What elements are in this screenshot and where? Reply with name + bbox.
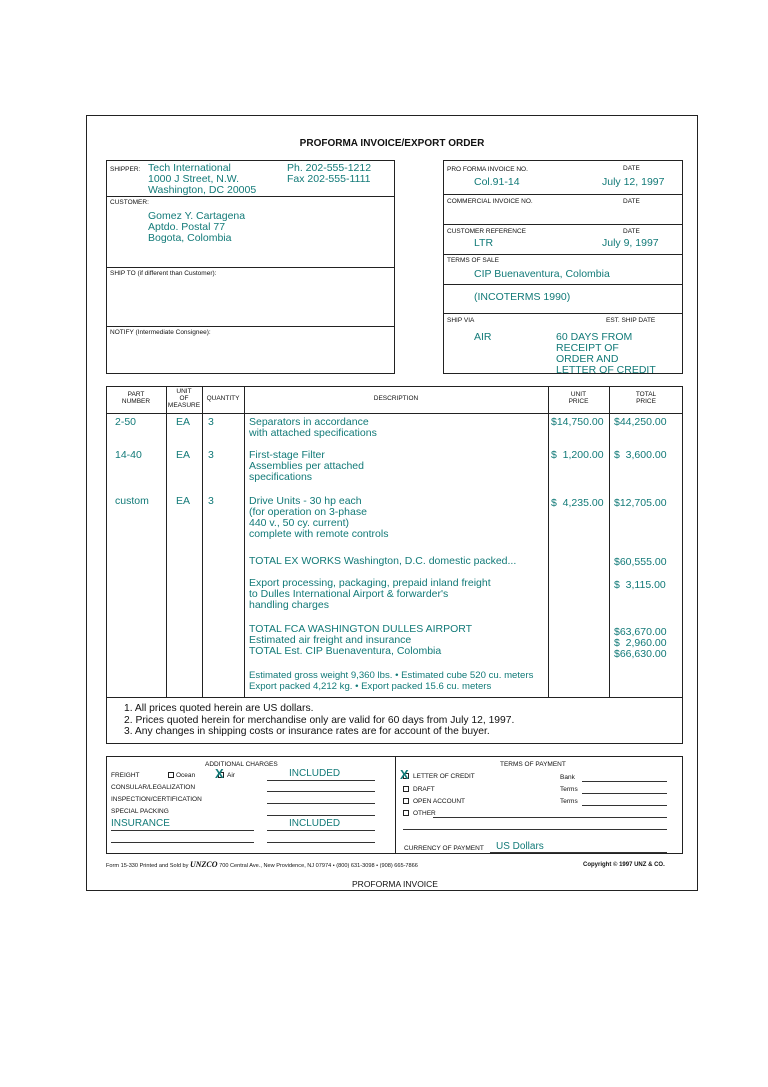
- export-charges: Export processing, packaging, prepaid inland freight to Dulles International Airport & forwarder's handling charges: [249, 577, 491, 611]
- ex-works-total: $60,555.00: [614, 556, 667, 568]
- est-ship-line: LETTER OF CREDIT: [556, 364, 656, 376]
- commercial-date-label: DATE: [623, 198, 640, 205]
- fca-lines: TOTAL FCA WASHINGTON DULLES AIRPORT Estimated air freight and insurance TOTAL Est. CIP Buenaventura, Colombia: [249, 623, 473, 657]
- est-ship-line: RECEIPT OF: [556, 342, 619, 354]
- customer-name: Gomez Y. Cartagena: [148, 210, 246, 222]
- insurance-label: INSURANCE: [111, 818, 170, 829]
- form-publisher: Form 15-330 Printed and Sold by UNZCO 700 Central Ave., New Providence, NJ 07974 • (800) 631-3098 • (908) 665-7866: [106, 860, 418, 869]
- special-packing-label: SPECIAL PACKING: [111, 808, 169, 815]
- letter-of-credit-label: LETTER OF CREDIT: [413, 773, 475, 780]
- bottom-title: PROFORMA INVOICE: [352, 879, 438, 889]
- terms-of-sale: CIP Buenaventura, Colombia: [474, 268, 610, 280]
- item-total: $ 3,600.00: [614, 449, 667, 461]
- currency-label: CURRENCY OF PAYMENT: [404, 845, 484, 852]
- item-description: Drive Units - 30 hp each (for operation on 3-phase 440 v., 50 cy. current) complete with remote controls: [249, 495, 389, 540]
- item-quantity: 3: [208, 495, 214, 507]
- proforma-date-label: DATE: [623, 165, 640, 172]
- copyright: Copyright © 1997 UNZ & CO.: [583, 862, 665, 868]
- item-description: Separators in accordance with attached specifications: [249, 416, 377, 439]
- draft-checkbox[interactable]: [403, 786, 409, 792]
- header-unit-price: UNIT PRICE: [568, 391, 589, 406]
- notes: [124, 703, 514, 738]
- form-title: PROFORMA INVOICE/EXPORT ORDER: [299, 138, 485, 149]
- freight-label: FREIGHT: [111, 772, 140, 779]
- freight-value: INCLUDED: [289, 768, 341, 779]
- shipper-city: Washington, DC 20005: [148, 184, 257, 196]
- item-part-number: custom: [115, 495, 149, 507]
- item-total: $44,250.00: [614, 416, 667, 428]
- item-unit: EA: [176, 449, 191, 461]
- shipper-phone: Ph. 202-555-1212: [287, 162, 372, 174]
- other-label: OTHER: [413, 810, 436, 817]
- item-unit: EA: [176, 416, 191, 428]
- customer-ref-label: CUSTOMER REFERENCE: [447, 228, 526, 235]
- air-label: Air: [227, 772, 235, 779]
- ocean-checkbox[interactable]: [168, 772, 174, 778]
- item-unit: EA: [176, 495, 191, 507]
- est-ship-date: [556, 332, 656, 376]
- header-unit-measure: UNIT OF MEASURE: [167, 388, 201, 410]
- terms-label: Terms: [560, 786, 578, 793]
- shipper-label: SHIPPER:: [110, 166, 141, 173]
- fca-total: $63,670.00: [614, 626, 667, 638]
- item-quantity: 3: [208, 449, 214, 461]
- payment-title: TERMS OF PAYMENT: [500, 761, 566, 768]
- other-checkbox[interactable]: [403, 810, 409, 816]
- item-quantity: 3: [208, 416, 214, 428]
- notify-label: NOTIFY (Intermediate Consignee):: [110, 329, 211, 336]
- incoterms: (INCOTERMS 1990): [474, 291, 571, 303]
- customer-ref-date-label: DATE: [623, 228, 640, 235]
- additional-charges-title: ADDITIONAL CHARGES: [205, 761, 278, 768]
- item-description: First-stage Filter Assemblies per attached specifications: [249, 449, 364, 483]
- ship-via: AIR: [474, 331, 492, 343]
- item-unit-price: $ 4,235.00: [551, 497, 604, 509]
- commercial-no-label: COMMERCIAL INVOICE NO.: [447, 198, 533, 205]
- est-ship-line: ORDER AND: [556, 353, 619, 365]
- customer-label: CUSTOMER:: [110, 199, 149, 206]
- consular-label: CONSULAR/LEGALIZATION: [111, 784, 196, 791]
- export-total: $ 3,115.00: [614, 579, 666, 591]
- item-total: $12,705.00: [614, 497, 667, 509]
- fca-totals: [614, 627, 667, 660]
- currency-value: US Dollars: [496, 841, 544, 852]
- header-quantity: QUANTITY: [206, 395, 240, 402]
- open-account-label: OPEN ACCOUNT: [413, 798, 466, 805]
- proforma-number: Col.91-14: [474, 176, 520, 188]
- shipper-street: 1000 J Street, N.W.: [148, 173, 240, 185]
- proforma-no-label: PRO FORMA INVOICE NO.: [447, 166, 528, 173]
- ocean-label: Ocean: [176, 772, 196, 779]
- letter-of-credit-checked-mark: X: [400, 767, 409, 782]
- item-part-number: 14-40: [115, 449, 142, 461]
- item-part-number: 2-50: [115, 416, 137, 428]
- weight-info: Estimated gross weight 9,360 lbs. • Estimated cube 520 cu. meters Export packed 4,212 kg. • Export packed 15.6 cu. meters: [249, 670, 534, 692]
- est-ship-date-label: EST. SHIP DATE: [606, 317, 656, 324]
- ship-to-label: SHIP TO (if different than Customer):: [110, 270, 217, 277]
- cip-total: $66,630.00: [614, 648, 667, 660]
- unzco-logo: UNZCO: [189, 860, 218, 869]
- air-checked-mark: X: [215, 766, 224, 781]
- header-total-price: TOTAL PRICE: [635, 391, 657, 406]
- header-description: DESCRIPTION: [373, 395, 419, 402]
- customer-city: Bogota, Colombia: [148, 232, 232, 244]
- note-item: 1. All prices quoted herein are US dollars.: [124, 703, 314, 714]
- insurance-value: INCLUDED: [289, 818, 341, 829]
- terms-of-sale-label: TERMS OF SALE: [447, 257, 500, 264]
- air-freight-total: $ 2,960.00: [614, 637, 667, 649]
- shipper-fax: Fax 202-555-1111: [287, 173, 371, 185]
- shipper-address: [148, 163, 256, 196]
- ship-via-label: SHIP VIA: [447, 317, 475, 324]
- customer-ref-date: July 9, 1997: [602, 237, 659, 249]
- ex-works-line: TOTAL EX WORKS Washington, D.C. domestic packed...: [249, 555, 517, 567]
- header-part-number: PART NUMBER: [121, 391, 151, 406]
- inspection-label: INSPECTION/CERTIFICATION: [111, 796, 202, 803]
- note-item: 3. Any changes in shipping costs or insurance rates are for account of the buyer.: [124, 726, 490, 737]
- customer-street: Aptdo. Postal 77: [148, 221, 226, 233]
- note-item: 2. Prices quoted herein for merchandise only are valid for 60 days from July 12, 1997.: [124, 714, 515, 726]
- customer-ref: LTR: [474, 237, 494, 249]
- customer-address: [148, 211, 245, 244]
- draft-label: DRAFT: [413, 786, 435, 793]
- terms-label-2: Terms: [560, 798, 578, 805]
- item-unit-price: $ 1,200.00: [551, 449, 604, 461]
- item-unit-price: $14,750.00: [551, 416, 604, 428]
- shipper-name: Tech International: [148, 162, 231, 174]
- open-account-checkbox[interactable]: [403, 798, 409, 804]
- proforma-date: July 12, 1997: [602, 176, 665, 188]
- est-ship-line: 60 DAYS FROM: [556, 331, 633, 343]
- bank-label: Bank: [560, 774, 575, 781]
- shipper-contact: [287, 163, 371, 185]
